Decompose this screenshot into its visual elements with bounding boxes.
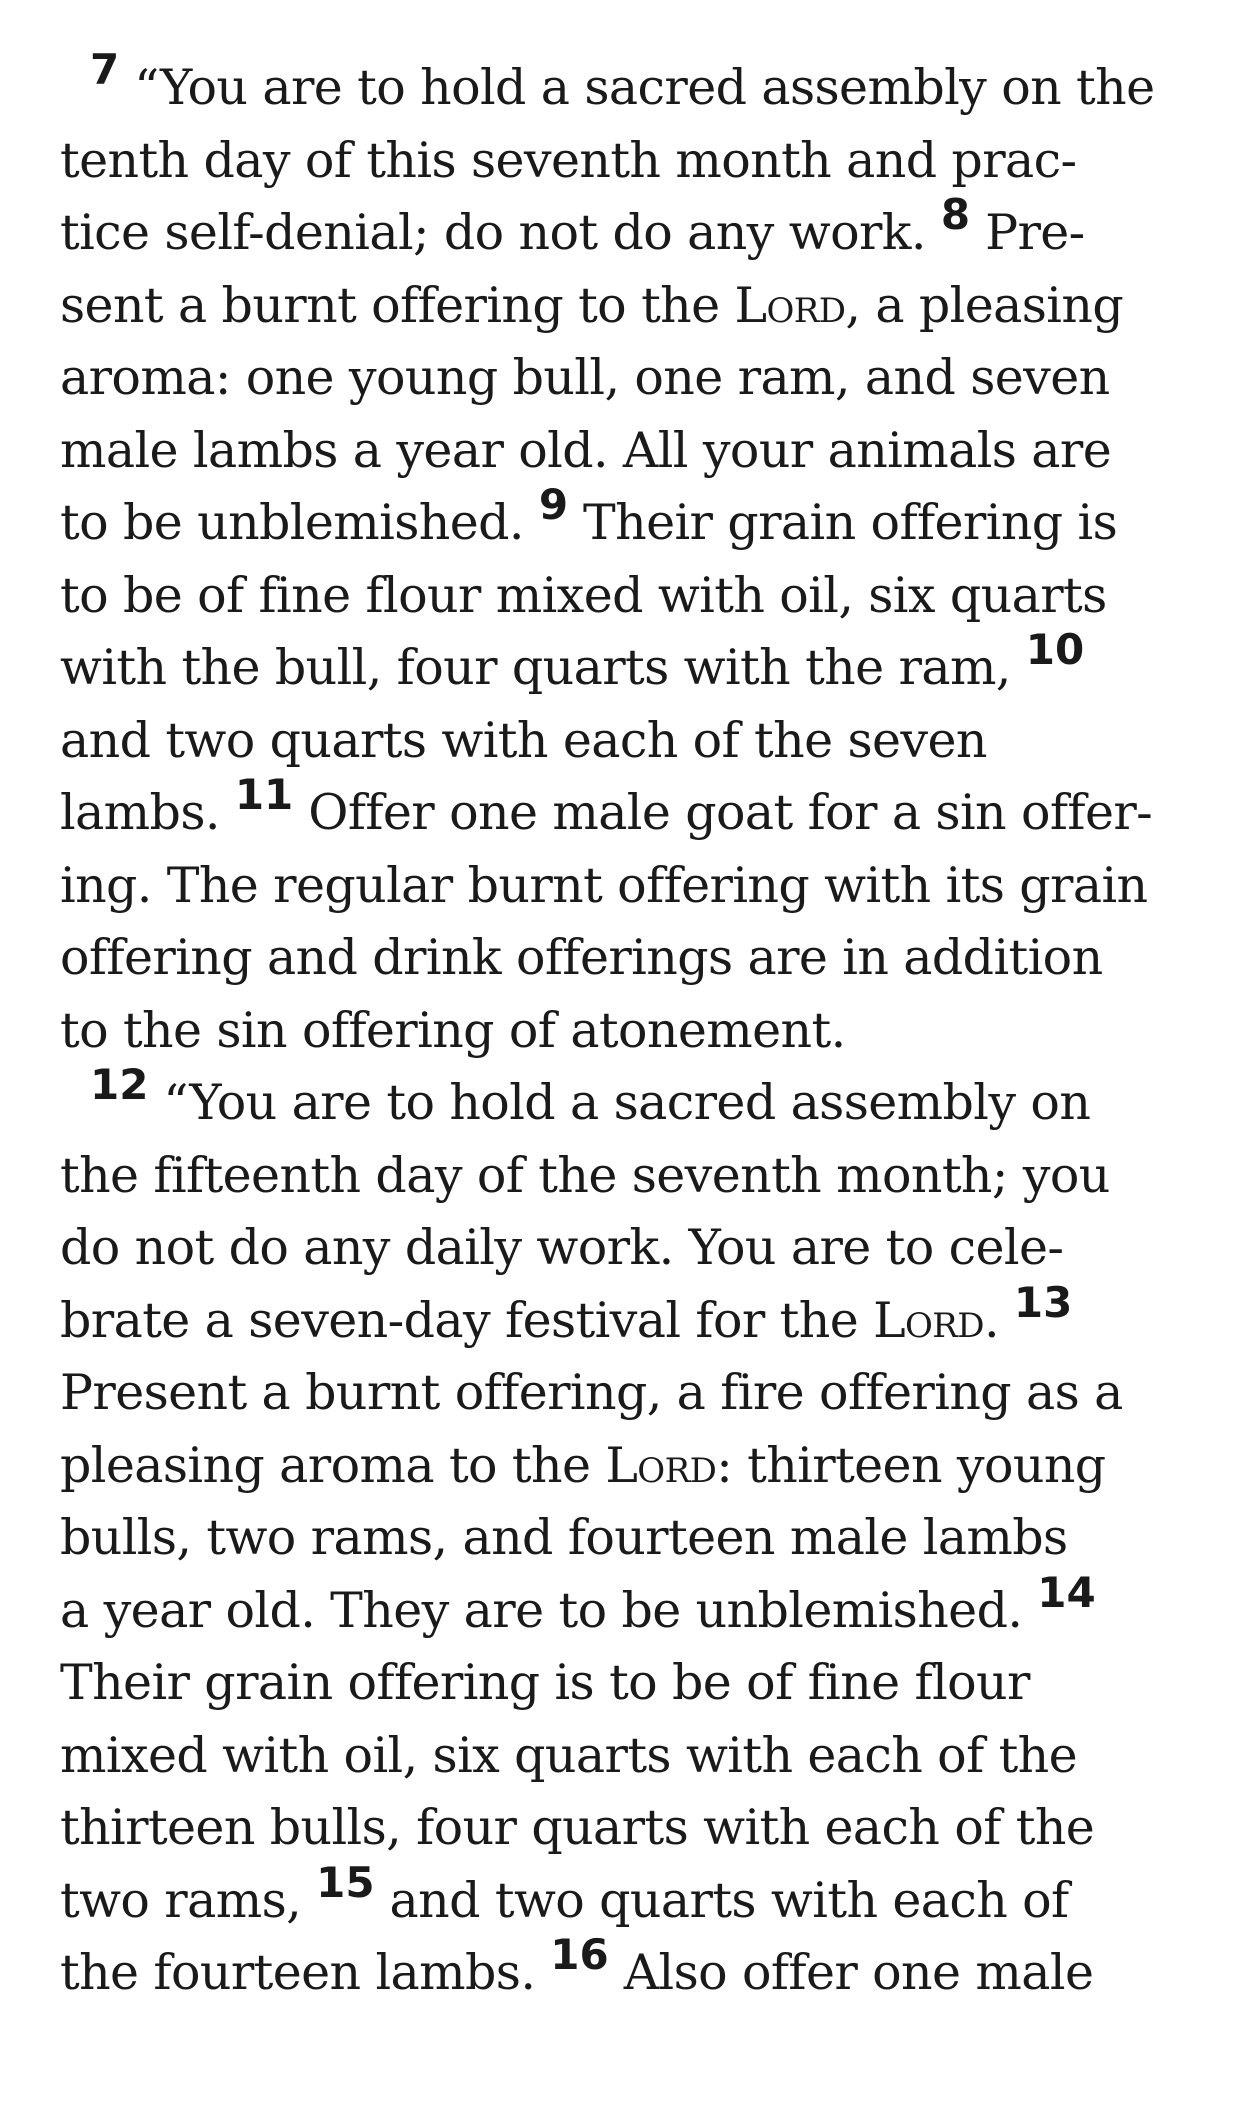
text-line bbox=[60, 342, 1200, 415]
verse-text: tenth day of this seventh month and prac- bbox=[60, 131, 1077, 189]
text-line bbox=[60, 125, 1200, 198]
text-line bbox=[60, 1502, 1200, 1575]
verse-text: thirteen bulls, four quarts with each of the bbox=[60, 1799, 1095, 1856]
text-line bbox=[60, 1930, 1200, 2010]
text-line bbox=[60, 922, 1200, 995]
verse-number: 13 bbox=[1013, 1277, 1073, 1327]
text-line bbox=[60, 415, 1200, 488]
text-line bbox=[60, 1857, 1200, 1938]
text-line bbox=[60, 190, 1200, 270]
verse-text: and two quarts with each of the seven bbox=[60, 711, 987, 769]
verse-text: Offer one male goat for a sin offer- bbox=[293, 784, 1153, 841]
verse-text: the fourteen lambs. bbox=[60, 1944, 551, 2001]
verse-text: sent a burnt offering to the bbox=[60, 276, 735, 334]
verse-number: 15 bbox=[316, 1857, 375, 1907]
text-line bbox=[60, 560, 1200, 633]
scripture-passage bbox=[60, 45, 1200, 2010]
verse-text: to be unblemished. bbox=[60, 494, 539, 551]
text-line bbox=[60, 1060, 1200, 1140]
text-line bbox=[60, 1140, 1200, 1213]
verse-text: mixed with oil, six quarts with each of the bbox=[60, 1726, 1078, 1784]
verse-text: pleasing aroma to the bbox=[60, 1436, 606, 1494]
verse-number: 10 bbox=[1025, 625, 1085, 674]
verse-text: . bbox=[983, 1291, 1014, 1349]
text-line bbox=[60, 995, 1200, 1068]
text-line bbox=[60, 1720, 1200, 1793]
verse-text: “You are to hold a sacred assembly on the bbox=[119, 59, 1155, 116]
text-line bbox=[60, 1277, 1200, 1358]
verse-number: 14 bbox=[1037, 1567, 1096, 1617]
verse-text: tice self-denial; do not do any work. bbox=[60, 204, 941, 261]
text-line bbox=[60, 1792, 1200, 1865]
text-line bbox=[60, 625, 1200, 705]
verse-number: 11 bbox=[234, 770, 294, 819]
text-line bbox=[60, 1212, 1200, 1285]
verse-text: two rams, bbox=[60, 1871, 317, 1929]
verse-text: ing. The regular burnt offering with its grain bbox=[60, 856, 1148, 914]
verse-text: the fifteenth day of the seventh month; you bbox=[60, 1146, 1110, 1204]
verse-number: 12 bbox=[90, 1060, 149, 1109]
verse-text: Present a burnt offering, a fire offering as a bbox=[60, 1364, 1123, 1421]
verse-number: 8 bbox=[940, 190, 971, 239]
text-line bbox=[60, 1430, 1200, 1503]
verse-text: offering and drink offerings are in addition bbox=[60, 929, 1103, 986]
verse-text: Their grain offering is to be of fine flour bbox=[60, 1654, 1030, 1711]
verse-text: male lambs a year old. All your animals are bbox=[60, 421, 1112, 479]
verse-text: a year old. They are to be unblemished. bbox=[60, 1581, 1038, 1639]
verse-text: Pre- bbox=[970, 204, 1085, 261]
verse-text: do not do any daily work. You are to cele- bbox=[60, 1219, 1064, 1276]
verse-number: 9 bbox=[538, 480, 569, 529]
verse-text: bulls, two rams, and fourteen male lambs bbox=[60, 1509, 1068, 1566]
verse-number: 7 bbox=[90, 45, 120, 94]
verse-number: 16 bbox=[550, 1930, 609, 1979]
verse-text: , a pleasing bbox=[845, 276, 1124, 334]
verse-text: lambs. bbox=[60, 784, 235, 841]
divine-name: Lord bbox=[873, 1291, 984, 1349]
text-line bbox=[60, 705, 1200, 778]
text-line bbox=[60, 45, 1200, 125]
text-line bbox=[60, 1357, 1200, 1430]
text-line bbox=[60, 850, 1200, 923]
divine-name: Lord bbox=[605, 1436, 717, 1494]
verse-text: with the bull, four quarts with the ram, bbox=[60, 639, 1026, 696]
text-line bbox=[60, 1567, 1200, 1648]
divine-name: Lord bbox=[734, 276, 846, 334]
verse-text: Their grain offering is bbox=[568, 494, 1118, 551]
text-line bbox=[60, 770, 1200, 850]
text-line bbox=[60, 270, 1200, 343]
verse-text: Also offer one male bbox=[608, 1944, 1094, 2001]
verse-text: aroma: one young bull, one ram, and seven bbox=[60, 349, 1110, 406]
text-line bbox=[60, 480, 1200, 560]
verse-text: “You are to hold a sacred assembly on bbox=[148, 1074, 1091, 1131]
verse-text: to the sin offering of atonement. bbox=[60, 1001, 846, 1059]
verse-text: : thirteen young bbox=[716, 1436, 1106, 1494]
verse-text: to be of fine flour mixed with oil, six quarts bbox=[60, 566, 1107, 624]
text-line bbox=[60, 1647, 1200, 1720]
verse-text: and two quarts with each of bbox=[374, 1871, 1069, 1929]
verse-text: brate a seven-day festival for the bbox=[60, 1291, 874, 1349]
